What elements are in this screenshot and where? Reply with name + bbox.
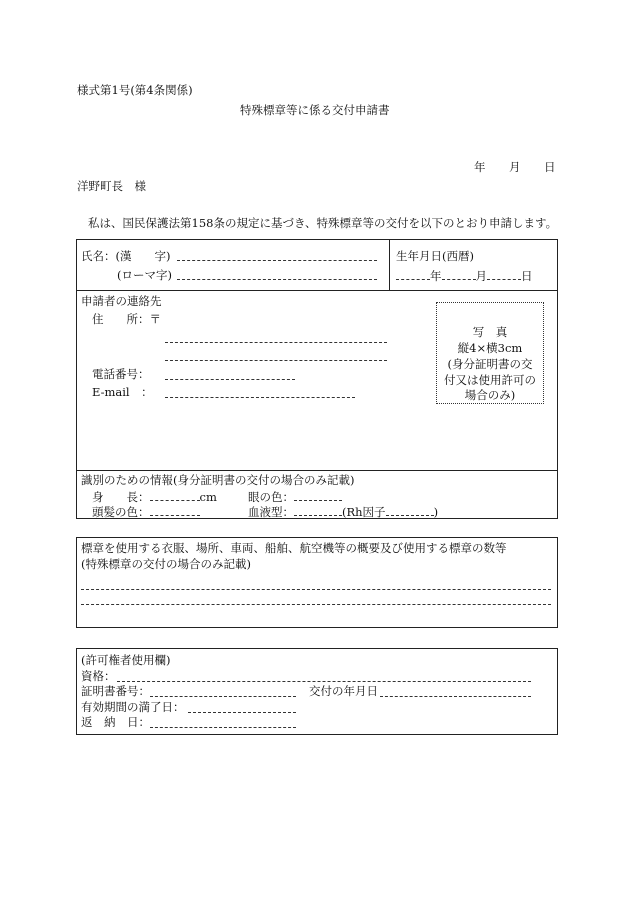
photo-title: 写 真 bbox=[472, 325, 508, 339]
form-title: 特殊標章等に係る交付申請書 bbox=[240, 103, 390, 117]
eye-color-field[interactable] bbox=[294, 490, 342, 501]
emblem-usage-note: (特殊標章の交付の場合のみ記載) bbox=[81, 557, 251, 571]
hair-color-field[interactable] bbox=[150, 505, 200, 516]
blood-type-field[interactable] bbox=[294, 505, 342, 516]
divider bbox=[76, 290, 558, 291]
rh-close: ) bbox=[433, 505, 439, 519]
name-romaji-field[interactable] bbox=[177, 269, 377, 283]
addressee: 洋野町長 様 bbox=[77, 179, 146, 193]
date-month-label: 月 bbox=[509, 160, 521, 174]
emblem-usage-line-1[interactable] bbox=[81, 589, 551, 590]
emblem-usage-label: 標章を使用する衣服、場所、車両、船舶、航空機等の概要及び使用する標章の数等 bbox=[81, 541, 507, 555]
blood-row bbox=[248, 505, 438, 519]
email-field[interactable] bbox=[165, 397, 355, 398]
dob-month-label: 月 bbox=[475, 269, 487, 283]
height-unit: cm bbox=[199, 490, 217, 504]
name-kanji-label: 氏名：(漢 字) bbox=[81, 249, 171, 263]
photo-note: (身分証明書の交 bbox=[447, 356, 533, 371]
blood-type-label: 血液型： bbox=[248, 505, 294, 519]
expiry-field[interactable] bbox=[188, 712, 296, 713]
name-kanji-field[interactable] bbox=[177, 250, 377, 264]
hair-row bbox=[92, 505, 200, 519]
hair-color-label: 頭髪の色： bbox=[92, 505, 150, 519]
qualification-label: 資格： bbox=[81, 669, 116, 683]
height-row bbox=[92, 490, 217, 504]
cert-number-field[interactable] bbox=[150, 696, 296, 697]
divider bbox=[389, 239, 390, 290]
return-date-field[interactable] bbox=[150, 727, 296, 728]
qualification-field[interactable] bbox=[117, 681, 531, 682]
height-label: 身 長： bbox=[92, 490, 150, 504]
dob-year-label: 年 bbox=[430, 269, 442, 283]
photo-note: 場合のみ) bbox=[464, 388, 516, 403]
eye-color-label: 眼の色： bbox=[248, 490, 294, 504]
address-label: 住 所：〒 bbox=[92, 312, 161, 326]
address-line-1[interactable] bbox=[165, 342, 387, 343]
photo-note: 付又は使用許可の bbox=[444, 372, 536, 387]
emblem-usage-line-2[interactable] bbox=[81, 604, 551, 605]
authority-header: (許可権者使用欄) bbox=[81, 653, 171, 667]
divider bbox=[76, 470, 558, 471]
return-date-label: 返 納 日： bbox=[81, 715, 150, 729]
photo-placeholder bbox=[436, 302, 544, 404]
address-line-2[interactable] bbox=[165, 360, 387, 361]
height-field[interactable] bbox=[150, 490, 200, 501]
phone-field[interactable] bbox=[165, 379, 295, 380]
form-number: 様式第1号(第4条関係) bbox=[77, 83, 193, 97]
eye-row bbox=[248, 490, 342, 504]
issue-date-field[interactable] bbox=[380, 696, 531, 697]
id-info-title: 識別のための情報(身分証明書の交付の場合のみ記載) bbox=[81, 473, 355, 487]
date-year-label: 年 bbox=[474, 160, 486, 174]
dob-day-label: 日 bbox=[521, 269, 533, 283]
name-romaji-label: (ローマ字) bbox=[117, 268, 172, 282]
issue-date-label: 交付の年月日 bbox=[309, 684, 378, 698]
contact-title: 申請者の連絡先 bbox=[81, 294, 162, 308]
rh-field[interactable] bbox=[386, 505, 434, 516]
rh-label: (Rh因子 bbox=[342, 505, 386, 519]
email-label: E-mail ： bbox=[92, 385, 153, 399]
photo-size: 縦4×横3cm bbox=[457, 340, 523, 355]
expiry-label: 有効期間の満了日： bbox=[81, 700, 185, 714]
cert-number-label: 証明書番号： bbox=[81, 684, 150, 698]
phone-label: 電話番号： bbox=[92, 367, 150, 381]
intro-text: 私は、国民保護法第158条の規定に基づき、特殊標章等の交付を以下のとおり申請します。 bbox=[88, 216, 558, 230]
dob-field[interactable] bbox=[396, 269, 533, 283]
dob-label: 生年月日(西暦) bbox=[396, 249, 474, 263]
date-day-label: 日 bbox=[544, 160, 556, 174]
